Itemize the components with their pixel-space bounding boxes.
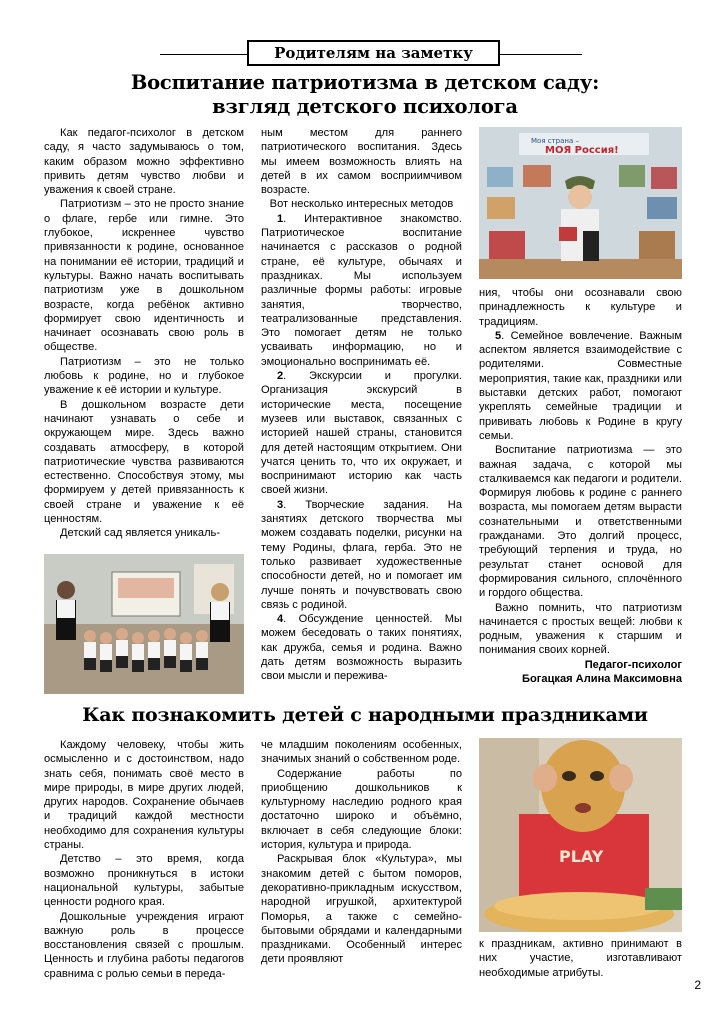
method-item	[261, 498, 462, 612]
author-role: Педагог-психолог	[584, 658, 682, 671]
paragraph: Патриотизм – это не только любовь к родине, но и глубокое уважение к её истории и культуре.	[44, 355, 244, 397]
article1-column-2	[261, 126, 462, 684]
method-text: . Семейное вовлечение. Важным аспектом является взаимодействие с родителями. Совместные мероприятия, такие как, праздники или выставки детских работ, помогают укреплять семейные традиции и прививать любовь к Родине в кругу семьи.	[479, 329, 682, 442]
paragraph: Как педагог-психолог в детском саду, я часто задумываюсь о том, каким образом можно эффективно привить детям чувство любви и уважения к своей стране.	[44, 127, 244, 197]
paragraph: В дошкольном возрасте дети начинают узнавать о себе и окружающем мире. Здесь важно создавать атмосферу, в которой патриотические чувства развиваются естественно. Способствуя этому, мы формируем у детей привязанность к своей стране и уважение к её ценностям.	[44, 398, 244, 526]
author-name: Богацкая Алина Максимовна	[522, 673, 682, 686]
method-item	[479, 329, 682, 443]
paragraph: ния, чтобы они осознавали свою принадлежность к культуре и традициям.	[479, 287, 682, 328]
article2-title: Как познакомить детей с народными праздниками	[82, 704, 648, 726]
photo-teachers-children	[44, 554, 244, 694]
paragraph: Детский сад является уникаль-	[60, 527, 221, 540]
paragraph: Детство – это время, когда возможно проникнуться в истоки национальной культуры, забытые ценности родного края.	[44, 853, 244, 909]
method-item	[261, 369, 462, 498]
photo-boy-exhibition-image	[479, 127, 682, 279]
method-number: 3	[277, 498, 284, 511]
paragraph: Патриотизм – это не просто знание о флаге, гербе или гимне. Это глубокое, искреннее чувство привязанности к родине, основанное на понимании её истории, традиций и культуры. Важно начать воспитывать патриотизм уже в дошкольном возрасте, когда ребёнок активно формирует свою идентичность и начинает осознавать свою роль в обществе.	[44, 198, 244, 354]
paragraph: Содержание работы по приобщению дошкольников к культурному наследию родного края достаточно широко и объёмно, включает в себя следующие блоки: история, культура и природа.	[261, 767, 462, 852]
photo-boy-pancake-image	[479, 738, 682, 932]
paragraph: Важно помнить, что патриотизм начинается с простых вещей: любви к родным, уважения к старшим и понимания своих корней.	[479, 601, 682, 657]
methods-heading: Вот несколько интересных методов	[269, 198, 454, 211]
method-number: 2	[277, 370, 284, 383]
article1-title-line1: Воспитание патриотизма в детском саду:	[130, 71, 600, 94]
photo-boy-pancake	[479, 738, 682, 932]
method-text: . Творческие задания. На занятиях детского творчества мы можем создавать поделки, рисунки на тему Родины, флага, герба. Это не только развивает художественные способности детей, но и помогает им лучше понять и почувствовать свою связь с родиной.	[261, 498, 462, 611]
method-number: 4	[277, 613, 284, 626]
article2-column-2	[261, 738, 462, 967]
article1-title-line2: взгляд детского психолога	[212, 95, 518, 118]
shirt-text: PLAY	[559, 847, 604, 866]
article2-column-3	[479, 937, 682, 980]
method-text: . Экскурсии и прогулки. Организация экскурсий в исторические места, посещение музеев или выставок, связанных с историей нашей страны, становится для детей настоящим открытием. Они учатся ценить то, что их окружает, и воспринимают историю как часть своей жизни.	[261, 370, 462, 497]
page-number: 2	[694, 978, 701, 992]
photo-teachers-children-image	[44, 554, 244, 694]
article1-column-1	[44, 126, 244, 541]
paragraph: Раскрывая блок «Культура», мы знакомим детей с бытом поморов, декоративно-прикладным искусством, народной игрушкой, архитектурой Поморья, а также с семейно-бытовыми обрядами и календарными праздниками. Особенный интерес дети проявляют	[261, 853, 462, 966]
method-text: . Интерактивное знакомство. Патриотическое воспитание начинается с рассказов о родной стране, её культуре, обычаях и праздниках. Мы используем различные формы работы: игровые занятия, творчество, театрализованные представления. Это помогает детям не только усваивать информацию, но и эмоционально воспринимать её.	[261, 212, 462, 368]
paragraph: Дошкольные учреждения играют важную роль в процессе восстановления связей с прошлым. Ценность и глубина работы педагогов сравнима с ролью семьи в переда-	[44, 910, 244, 980]
article1-column-3	[479, 286, 682, 686]
paragraph: Воспитание патриотизма — это важная задача, с которой мы сталкиваемся как педагоги и родители. Формируя любовь к родине с раннего возраста, мы помогаем детям вырасти сознательными и ответственными гражданами. Это долгий процесс, требующий терпения и труда, но результат станет основой для формирования сильного, сплочённого и гордого общества.	[479, 444, 682, 600]
method-number: 5	[495, 329, 502, 342]
paragraph: че младшим поколениям особенных, значимых знаний о собственном роде.	[261, 739, 462, 766]
article1-title	[40, 71, 690, 119]
paragraph: Каждому человеку, чтобы жить осмысленно и с достоинством, надо знать себя, понимать своё место в мире природы, в мире других людей, других народов. Сохранение обычаев и традиций каждой местности необходимо для сохранения культуры страны.	[44, 739, 244, 852]
banner-text-large: МОЯ Россия!	[545, 145, 619, 156]
method-item	[261, 612, 462, 683]
method-number: 1	[277, 212, 284, 225]
photo-boy-exhibition	[479, 127, 682, 279]
rubric-rule-right	[500, 54, 582, 55]
paragraph: к праздникам, активно принимают в них участие, изготавливают необходимые атрибуты.	[479, 938, 682, 979]
method-item	[261, 212, 462, 369]
paragraph: ным местом для раннего патриотического воспитания. Здесь мы имеем возможность влиять на детей в их самом восприимчивом возрасте.	[261, 127, 462, 197]
method-text: . Обсуждение ценностей. Мы можем беседовать о таких понятиях, как дружба, семья и родина. Важно дать детям возможность выразить свои мысли и пережива-	[261, 613, 462, 683]
article2-column-1	[44, 738, 244, 981]
rubric-rule-left	[160, 54, 247, 55]
banner-text-small: Моя страна –	[531, 137, 580, 145]
rubric-label: Родителям на заметку	[247, 40, 500, 66]
